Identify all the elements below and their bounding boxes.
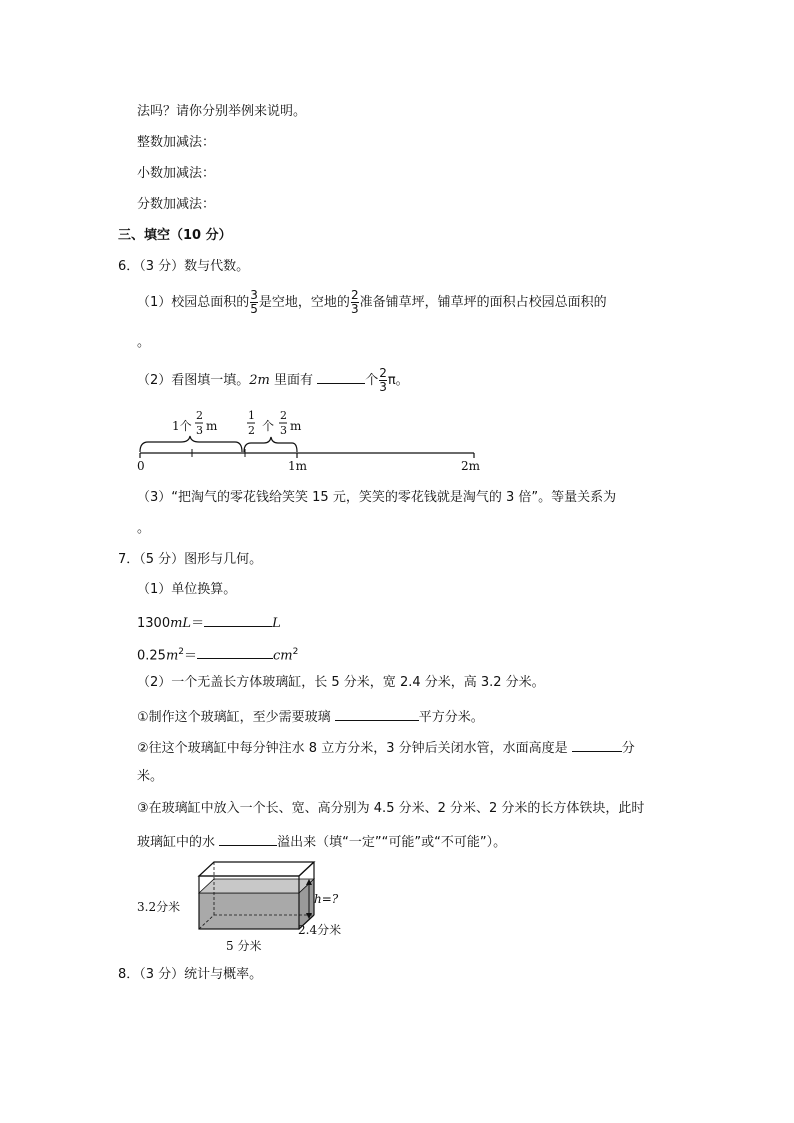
tank-width-label: 2.4分米 [298, 923, 342, 937]
sub3-text-c: 溢出来（填“一定”“可能”或“不可能”）。 [277, 835, 507, 850]
q5-decimal-label: 小数加减法： [137, 166, 216, 181]
q6-part1 [137, 286, 607, 320]
q6-part2 [137, 364, 409, 398]
q6-p2-text-a: （2）看图填一填。 [137, 373, 250, 388]
q7-sub1 [137, 706, 484, 727]
q6-p2-text-b: 里面有 [274, 373, 314, 388]
frac-den: 3 [379, 380, 387, 394]
frac-den: 3 [350, 302, 359, 316]
q5-fraction-label: 分数加减法： [137, 197, 216, 212]
q6-part3-end: 。 [137, 521, 151, 536]
q6-heading: 6．（3 分）数与代数。 [118, 259, 250, 274]
q7-heading: 7．（5 分）图形与几何。 [118, 552, 263, 567]
conv2-unit: m [165, 648, 179, 664]
q7-part1: （1）单位换算。 [137, 582, 237, 597]
q7-conversion-2 [137, 643, 298, 665]
sub3-text-b: 玻璃缸中的水 [137, 835, 216, 850]
nl-label1-text: 1个 [172, 419, 192, 433]
conv2-result-sup: 2 [292, 647, 299, 657]
nl-label2-den1: 2 [248, 424, 255, 437]
q6-p2-answer-blank[interactable] [317, 369, 365, 384]
conv2-answer-blank[interactable] [197, 644, 273, 659]
q6-p2-text-c: 个 [365, 373, 379, 388]
nl-label2-den2: 3 [280, 424, 287, 437]
sub1-text-a: ①制作这个玻璃缸，至少需要玻璃 [137, 710, 331, 725]
section-heading: 三、填空（10 分） [118, 228, 232, 243]
nl-label2-unit: m [290, 419, 302, 433]
q6-p1-text-b: 是空地，空地的 [258, 295, 350, 310]
tank-h-label: h=? [314, 892, 339, 906]
sub1-text-b: 平方分米。 [418, 710, 484, 725]
nl-label1-den: 3 [196, 424, 203, 437]
q7-sub3-line2 [137, 831, 506, 852]
tank-height-label: 3.2分米 [137, 900, 181, 914]
sub1-answer-blank[interactable] [335, 706, 419, 721]
q6-p1-text-c: 准备铺草坪，铺草坪的面积占校园总面积的 [359, 295, 607, 310]
q5-integer-label: 整数加减法： [137, 135, 216, 150]
frac-num: 3 [250, 288, 258, 302]
q6-part1-end: 。 [137, 335, 151, 350]
nl-tick-2m: 2m [461, 459, 481, 473]
conv1-result-unit: L [272, 616, 281, 631]
frac-num: 2 [350, 288, 359, 302]
conv1-eq: ＝ [191, 616, 205, 631]
nl-label2-num2: 2 [280, 409, 287, 422]
q6-part3: （3）“把淘气的零花钱给笑笑 15 元，笑笑的零花钱就是淘气的 3 倍”。等量关系为 [137, 490, 617, 505]
nl-label2-num1: 1 [248, 409, 255, 422]
q5-continuation: 法吗？请你分别举例来说明。 [137, 104, 307, 119]
conv2-result-unit: cm [273, 648, 293, 664]
fraction-3-5 [250, 289, 258, 316]
conv1-unit: mL [170, 616, 192, 631]
nl-label1-num: 2 [196, 409, 203, 422]
nl-tick-0: 0 [137, 459, 145, 473]
frac-den: 5 [250, 302, 258, 316]
frac-num: 2 [379, 366, 387, 380]
nl-label2-mid: 个 [262, 419, 275, 433]
sub3-answer-blank[interactable] [219, 831, 277, 846]
q6-p1-text-a: （1）校园总面积的 [137, 295, 250, 310]
q7-conversion-1 [137, 612, 281, 633]
glass-tank-figure [136, 858, 354, 958]
sub2-text-b: 分 [621, 741, 635, 756]
conv2-value: 0.25 [137, 648, 166, 664]
q7-sub3: ③在玻璃缸中放入一个长、宽、高分别为 4.5 分米、2 分米、2 分米的长方体铁块，此时 [137, 801, 645, 816]
q8-heading: 8．（3 分）统计与概率。 [118, 967, 263, 982]
q6-p2-pi: π。 [387, 373, 409, 388]
q6-p2-var: 2m [249, 373, 270, 388]
nl-tick-1m: 1m [288, 459, 308, 473]
sub2-answer-blank[interactable] [572, 737, 622, 752]
fraction-2-3-pi [379, 367, 387, 394]
conv1-answer-blank[interactable] [204, 612, 272, 627]
conv2-eq: ＝ [184, 648, 198, 664]
conv2-sup: 2 [178, 647, 185, 657]
sub2-text-a: ②往这个玻璃缸中每分钟注水 8 立方分米，3 分钟后关闭水管，水面高度是 [137, 741, 568, 756]
nl-label1-unit: m [206, 419, 218, 433]
conv1-value: 1300 [137, 616, 171, 631]
fraction-2-3 [351, 289, 359, 316]
q7-sub2 [137, 737, 635, 758]
q7-sub2-end: 米。 [137, 769, 164, 784]
q7-part2: （2）一个无盖长方体玻璃缸，长 5 分米，宽 2.4 分米，高 3.2 分米。 [137, 675, 545, 690]
tank-length-label: 5 分米 [226, 939, 262, 953]
number-line-figure [134, 402, 484, 474]
